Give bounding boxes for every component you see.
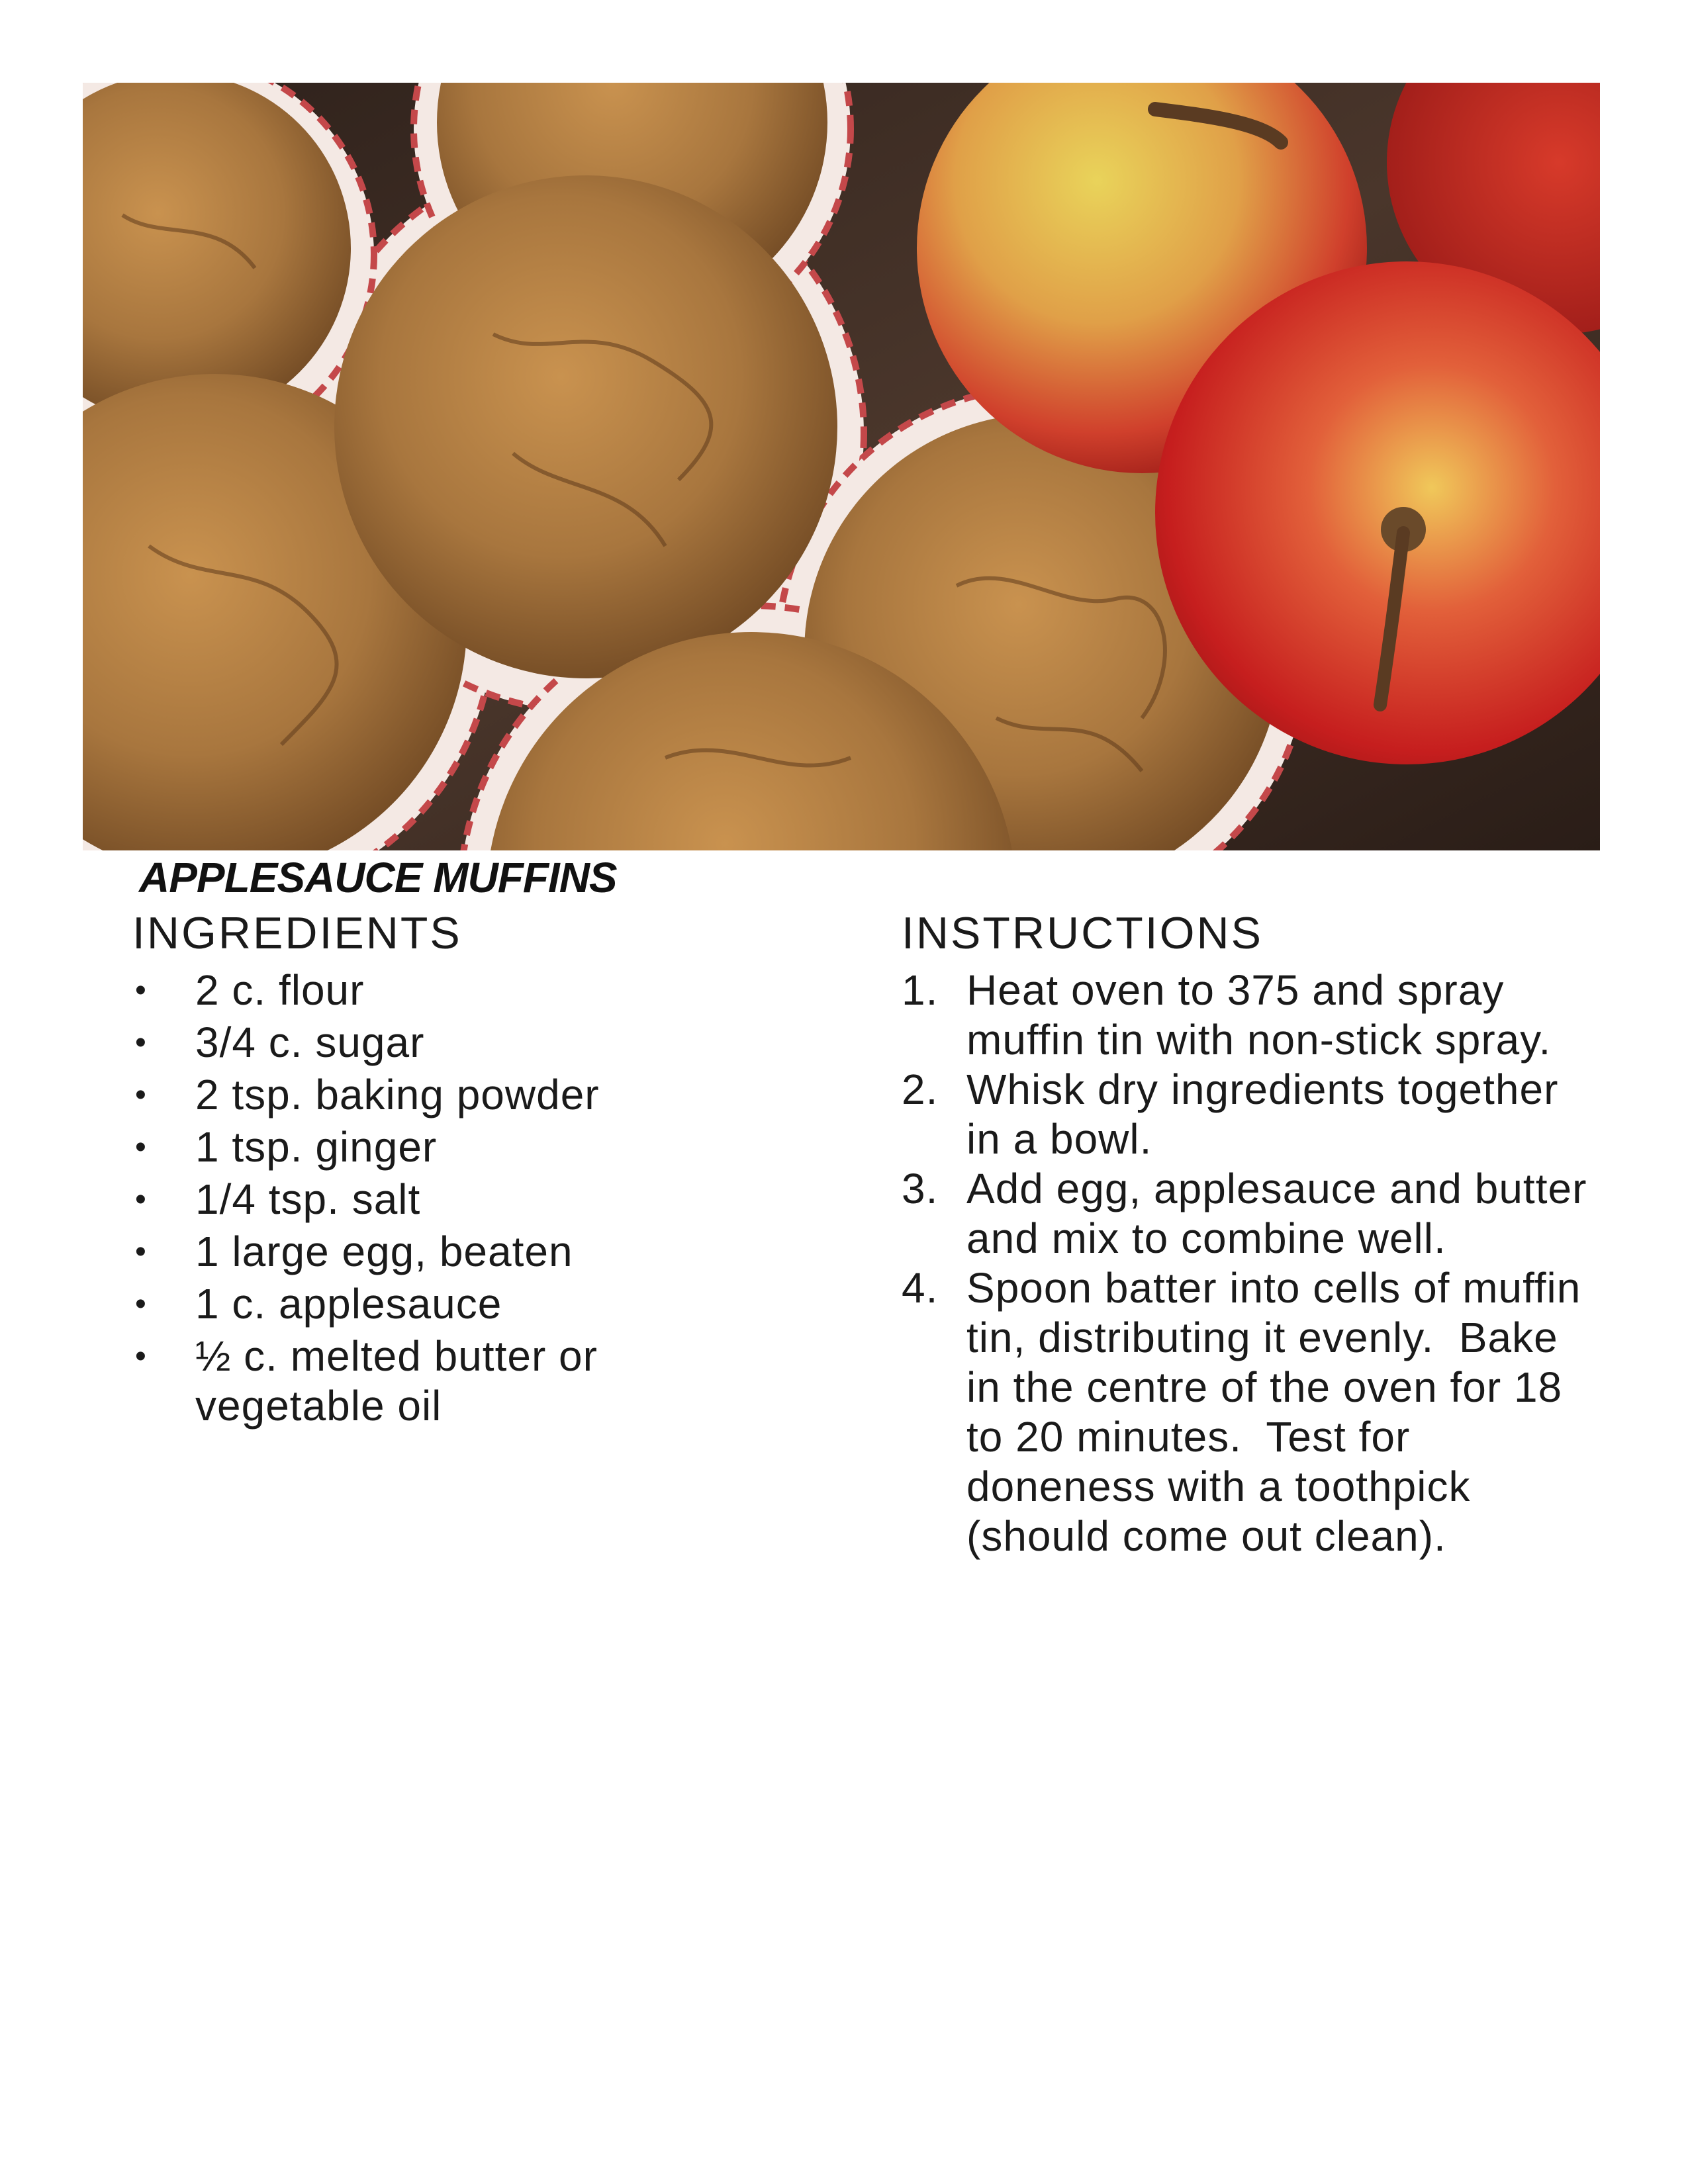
ingredient-text: 1 c. applesauce: [195, 1280, 502, 1328]
instructions-heading: INSTRUCTIONS: [902, 908, 1263, 958]
list-item: [132, 1332, 712, 1431]
recipe-photo: [83, 83, 1600, 850]
list-item: [902, 1065, 1597, 1164]
bullet-icon: •: [135, 1339, 147, 1374]
ingredient-text: 2 c. flour: [195, 966, 365, 1014]
muffin-top: [334, 175, 837, 678]
ingredient-list: [132, 966, 834, 1431]
list-item: [132, 1279, 834, 1329]
step-number: 2.: [902, 1066, 939, 1113]
instructions-section: [902, 905, 1597, 1561]
ingredient-text: 1 large egg, beaten: [195, 1228, 573, 1275]
ingredient-text: ½ c. melted butter or vegetable oil: [195, 1332, 598, 1430]
step-number: 3.: [902, 1165, 939, 1212]
step-number: 1.: [902, 966, 939, 1014]
ingredient-text: 1 tsp. ginger: [195, 1123, 438, 1171]
recipe-title: APPLESAUCE MUFFINS: [139, 854, 617, 901]
bullet-icon: •: [135, 1130, 147, 1165]
list-item: [902, 966, 1597, 1065]
bullet-icon: •: [135, 1182, 147, 1217]
list-item: [132, 1122, 834, 1172]
step-text: Add egg, applesauce and butter and mix to combine well.: [966, 1165, 1587, 1262]
step-text: Spoon batter into cells of muffin tin, distributing it evenly. Bake in the centre of the oven for 18 to 20 minutes. Test for doneness with a toothpick (should come out clean).: [966, 1264, 1594, 1560]
bullet-icon: •: [135, 1234, 147, 1269]
step-text: Heat oven to 375 and spray muffin tin with non-stick spray.: [966, 966, 1552, 1064]
list-item: [132, 1175, 834, 1224]
ingredient-text: 1/4 tsp. salt: [195, 1175, 421, 1223]
list-item: [132, 966, 834, 1015]
list-item: [902, 1164, 1597, 1263]
list-item: [132, 1018, 834, 1068]
instruction-list: [902, 966, 1597, 1561]
list-item: [132, 1070, 834, 1120]
ingredient-text: 2 tsp. baking powder: [195, 1071, 600, 1118]
bullet-icon: •: [135, 973, 147, 1008]
ingredient-text: 3/4 c. sugar: [195, 1019, 425, 1066]
step-text: Whisk dry ingredients together in a bowl.: [966, 1066, 1559, 1163]
muffins-and-apples-illustration: [83, 83, 1600, 850]
ingredients-section: [132, 905, 834, 1433]
step-number: 4.: [902, 1264, 939, 1312]
bullet-icon: •: [135, 1287, 147, 1322]
list-item: [132, 1227, 834, 1277]
bullet-icon: •: [135, 1025, 147, 1060]
list-item: [902, 1263, 1597, 1561]
ingredients-heading: INGREDIENTS: [132, 908, 462, 958]
bullet-icon: •: [135, 1077, 147, 1113]
